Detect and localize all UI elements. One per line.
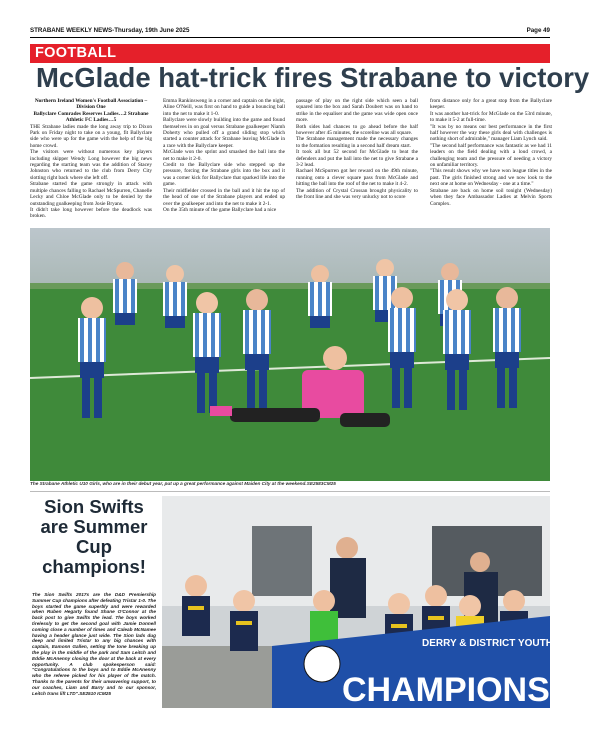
article-column-2 [163, 98, 285, 213]
paragraph: "This result shows why we have won league titles in the past. The girls finished strong and we now look to the next one at home on Wednesday - one at a time." [430, 168, 552, 188]
paragraph: It was another hat-trick for McGlade on the 53rd minute, to make it 5-2 at full-time. [430, 110, 552, 124]
paragraph: Strabane started the game strongly in attack with multiple chances falling to Rachael McSpurren, Chanelle Lecky and Chloe McGlade only to be denied by the outstanding goalkeeping from Josie Bryans. [30, 181, 152, 207]
paragraph: McGlade won the sprint and smashed the ball into the net to make it 2-0. [163, 149, 285, 162]
headline-line: Cup [76, 536, 112, 557]
photo-illustration [162, 496, 569, 709]
section-banner [30, 44, 550, 63]
page-header [30, 27, 550, 38]
team-photo-sion-swifts [162, 496, 569, 709]
paragraph: THE Strabane ladies made the long away trip to Dixon Park on Friday night to take on a young, fit Ballyclare side who were up for the game with the help of the big home crowd. [30, 123, 152, 149]
section-divider [30, 491, 550, 492]
section-label: FOOTBALL [35, 45, 117, 61]
article-column-1 [30, 98, 152, 220]
paragraph: It didn't take long however before the deadlock was broken. [30, 206, 152, 220]
sion-headline [30, 497, 158, 577]
paragraph: The Strabane management made the necessary changes to the formation resulting in a second half dream start. [296, 136, 418, 149]
banner-top-text: DERRY & DISTRICT YOUTH FA [422, 638, 569, 649]
paragraph: passage of play on the right side which seen a ball squared into the box and Sarah Doubert was on hand to strike in the equaliser and the game was wide open once more. [296, 98, 418, 124]
league-name: Northern Ireland Women's Football Association – Division One [34, 98, 148, 111]
paragraph: "The second half performance was fantastic as we had 11 leaders on the field dealing with a loud crowd, a challenging team and the pressure of needing a victory on unfamiliar territory. [430, 142, 552, 169]
paragraph: Their midfielder crossed in the ball and it hit the top of the head of one of the Strabane players and ended up over the goalkeeper and into the net to make it 2-1. [163, 187, 285, 207]
headline-line: Sion Swifts [44, 496, 144, 517]
paragraph: On the 35th minute of the game Ballyclare had a nice [163, 206, 277, 213]
paragraph: Emma Rankinsweng in a corner and captain on the night, Aline O'Neill, was first on hand to guide a bouncing ball into the net to make it 1-0. [163, 98, 285, 117]
paragraph: from distance only for a great stop from the Ballyclare keeper. [430, 98, 552, 111]
photo-caption: The Strabane Athletic U10 Girls, who are in their debut year, put up a great performance against Maiden City at the weekend.SE2583CM25 [30, 481, 336, 486]
page-number: Page 49 [526, 27, 550, 34]
paragraph: "It was by no means our best performance in the first half however the way these girls deal with challenges is nothing short of admirable," manager Liam Lynch said. [430, 123, 552, 143]
paragraph: Both sides had chances to go ahead before the half however after 45 minutes, the scoreline was all square. [296, 123, 418, 137]
sion-story: The Sion Swifts 2017s are the D&D Premiership Summer Cup champions after defeating Tristar 1-0. The boys started the game superbly and were rewarded when Ruben Hegarty found Shane O'Connor at the back post to give Swifts the lead. The boys worked tirelessly to get the second goal with Jamie Donnell coming close a number of times and Caleab McNamee having a header glance just wide. The Sion lads dug deep and limited Tristar to any big chances with captain, Eamonn Gallen, setting the tone breaking up the play in the middle of the park and Sam Leitch and Eddie McAnenny closing the door at the back at every opportunity. A club spokesperson said: "Congratulations to the boys and to Eddie McAnenny who the referee picked for his player of the match. Thanks to the parents for their unwavering support, to our coaches, Liam and Barry and to our sponsor, Leitch trans lift LTD".SE2510 ICM25 [32, 592, 156, 696]
headline: McGlade hat-trick fires Strabane to victory [36, 62, 589, 93]
banner-text: CHAMPIONS [342, 671, 550, 709]
paragraph: The addition of Crystal Crossan brought physicality to the front line and she was very unlucky not to score [296, 187, 418, 201]
match-score: Ballyclare Comrades Reserves Ladies…2 Strabane Athletic FC Ladies…5 [33, 110, 149, 124]
article-body [30, 98, 552, 226]
paragraph: Strabane are back on home soil tonight (Wednesday) when they face Ambassador Ladies at Melvin Sports Complex. [430, 187, 552, 207]
paragraph: Ballyclare were slowly building into the game and found themselves in on goal versus Strabane goalkeeper Niamh Doherty who pulled off a grand sliding stop which started a counter attack for Strabane leaving McGlade in a race with the Ballyclare keeper. [163, 117, 285, 149]
article-column-4 [430, 98, 552, 207]
paragraph: Credit to the Ballyclare side who stepped up the pressure, forcing the Strabane girls into the box and it was a corner kick for Ballyclare that sparked life into the game. [163, 162, 285, 188]
team-photo-u10-girls [30, 228, 550, 481]
photo-illustration [30, 228, 550, 481]
paragraph: It took all but 52 second for McGlade to beat the defenders and put the ball into the net to give Strabane a 3-2 lead. [296, 149, 418, 169]
headline-line: champions! [42, 556, 146, 577]
headline-line: are Summer [40, 516, 148, 537]
paragraph: Rachael McSpurren got her reward on the 49th minute, running onto a clever square pass from McGlade and hitting the ball into the roof of the net to make it 4-2. [296, 168, 418, 188]
newspaper-dateline: STRABANE WEEKLY NEWS-Thursday, 19th June 2025 [30, 27, 190, 34]
article-column-3 [296, 98, 418, 201]
paragraph: The visitors were without numerous key players including skipper Wendy Long however the big news regarding the starting team was the addition of Stacey Johnston who returned to the club from Derry City slotting right back where she left off. [30, 149, 152, 181]
